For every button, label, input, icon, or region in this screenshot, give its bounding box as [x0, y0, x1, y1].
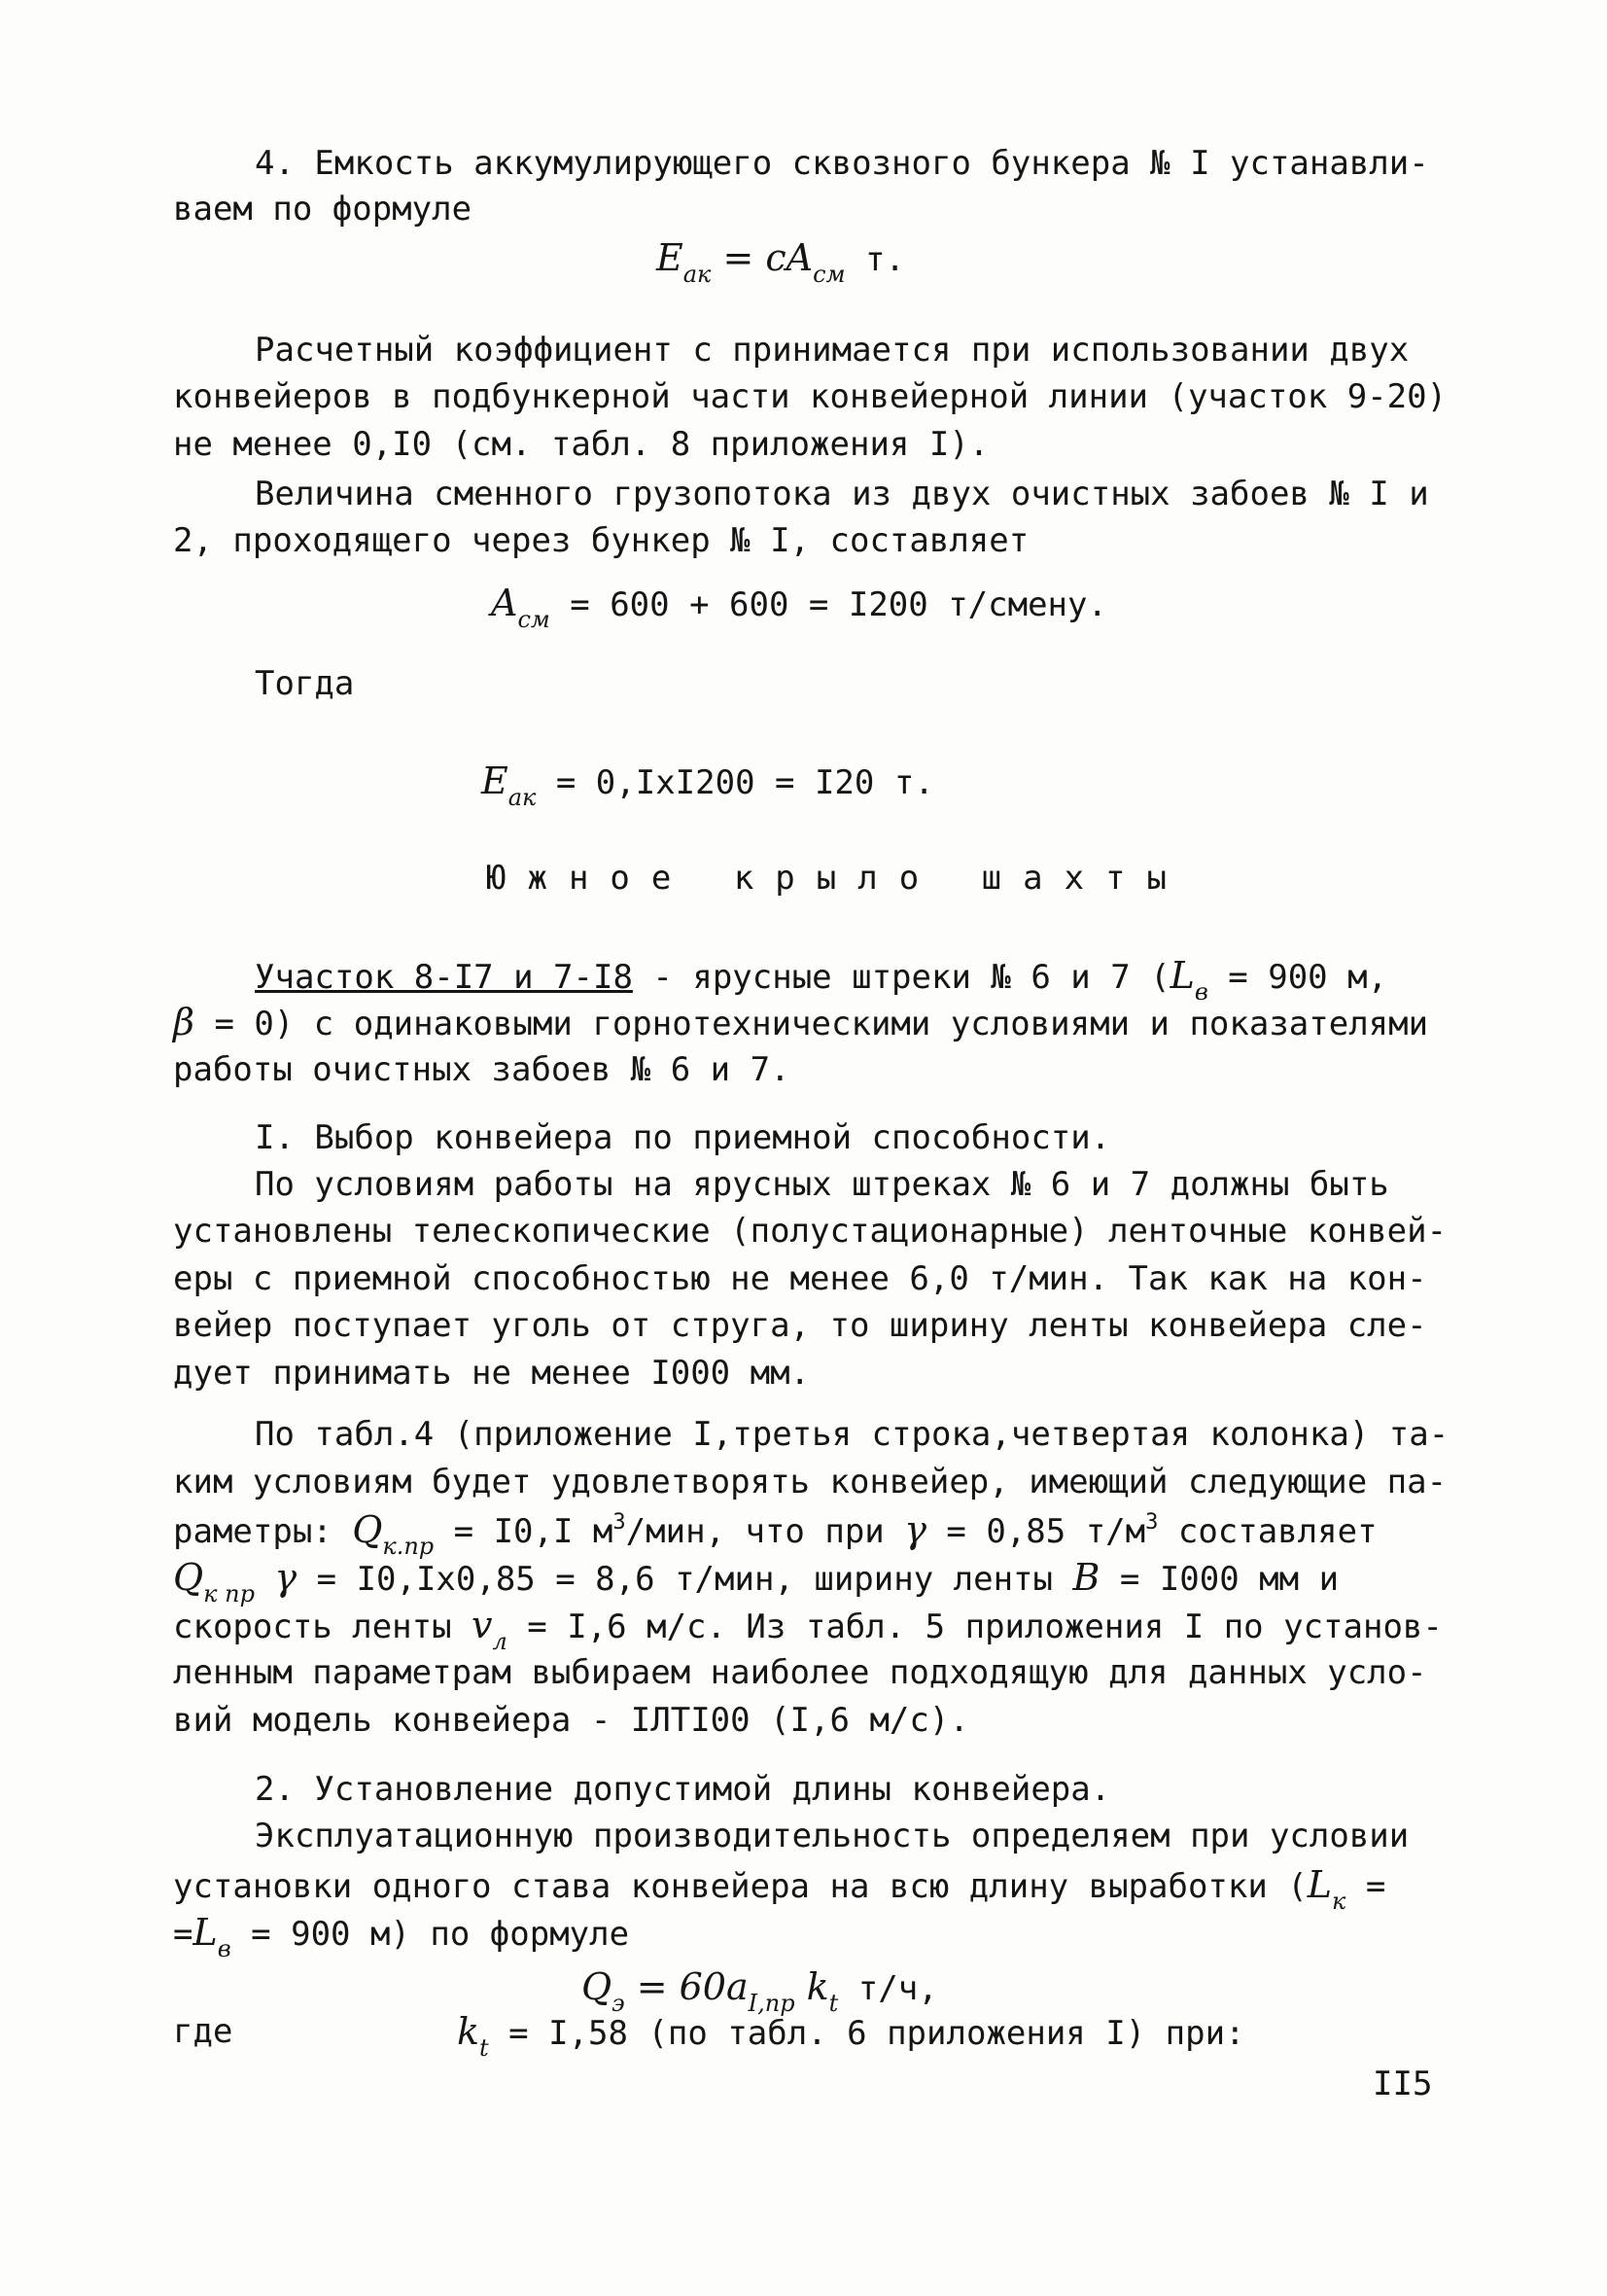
symbol-a: A: [786, 236, 814, 279]
symbol-e: E: [481, 759, 508, 802]
subscript-sm: см: [517, 606, 550, 633]
text: = 0,85 т/м: [926, 1512, 1146, 1551]
text: установки одного става конвейера на всю длину выработки (: [173, 1867, 1308, 1906]
section-1b-line-7: вий модель конвейера - IЛТI00 (I,6 м/с).: [173, 1701, 969, 1740]
text: = I0,Ix0,85 = 8,6 т/мин, ширину ленты: [297, 1560, 1073, 1599]
symbol-v: v: [472, 1604, 493, 1646]
symbol-l: L: [1170, 954, 1195, 997]
subscript-t: t: [828, 1990, 839, 2017]
symbol-l: L: [1307, 1863, 1333, 1906]
where-label: где: [173, 2012, 233, 2051]
symbol-k: k: [457, 2010, 480, 2053]
section-1-line-4: вейер поступает уголь от струга, то ширину ленты конвейера сле-: [173, 1306, 1427, 1345]
section-2-line-2: [173, 1860, 1437, 1914]
coef-line-2: конвейеров в подбункерной части конвейерной линии (участок 9-20): [173, 377, 1448, 416]
subscript-t: t: [479, 2034, 489, 2062]
paragraph-4-line-2: ваем по формуле: [173, 190, 472, 229]
formula-result: [481, 757, 934, 810]
subscript-l: л: [492, 1628, 507, 1655]
symbol-q: Q: [352, 1508, 383, 1551]
text: скорость ленты: [173, 1607, 472, 1646]
section-heading: Южное крыло шахты: [486, 859, 1188, 898]
area-line-1: [255, 951, 1519, 1005]
formula-eq: = c: [711, 236, 786, 279]
formula-unit: т.: [845, 240, 905, 279]
subscript-ipr: I,пр: [748, 1990, 795, 2017]
formula-capacity: [656, 233, 905, 287]
subscript-kpr: к пр: [203, 1580, 255, 1607]
section-1-line-5: дует принимать не менее I000 мм.: [173, 1354, 811, 1393]
subscript-sm: см: [813, 261, 846, 288]
superscript-3: 3: [1145, 1510, 1159, 1535]
section-1-line-2: установлены телескопические (полустационарные) ленточные конвей-: [173, 1212, 1448, 1251]
formula-shift-flow: [491, 579, 1107, 632]
section-1b-line-5: [173, 1601, 1443, 1655]
symbol-k: k: [794, 1965, 829, 2008]
section-1b-line-6: ленным параметрам выбираем наиболее подходящую для данных усло-: [173, 1653, 1427, 1692]
text: раметры:: [173, 1512, 353, 1551]
text: /мин, что при: [625, 1512, 905, 1551]
symbol-q: Q: [173, 1556, 204, 1599]
section-2-line-3: [173, 1908, 1437, 1961]
page-number: II5: [1373, 2065, 1433, 2103]
subscript-k: к: [1332, 1888, 1346, 1915]
coef-line-3: не менее 0,I0 (см. табл. 8 приложения I).: [173, 425, 990, 464]
area-text-end: = 900 м,: [1207, 958, 1388, 997]
togda-text: Тогда: [255, 664, 355, 703]
section-2-line-1: Эксплуатационную производительность определяем при условии: [255, 1817, 1410, 1855]
area-line-2-text: = 0) с одинаковыми горнотехническими условиями и показателями: [193, 1005, 1429, 1043]
where-expression: [457, 2007, 1245, 2061]
text: = I,58 (по табл. 6 приложения I) при:: [488, 2014, 1245, 2053]
paragraph-4-line-1: 4. Емкость аккумулирующего сквозного бункера № I устанавли-: [255, 144, 1429, 183]
symbol-gamma: γ: [904, 1508, 926, 1551]
symbol-l: L: [192, 1911, 218, 1954]
section-2-title: 2. Установление допустимой длины конвейера.: [255, 1770, 1111, 1809]
symbol-e: E: [656, 236, 683, 279]
text: = I,6 м/с. Из табл. 5 приложения I по установ-: [507, 1607, 1443, 1646]
text: = 900 м) по формуле: [230, 1915, 630, 1954]
section-1b-line-1: По табл.4 (приложение I,третья строка,четвертая колонка) та-: [255, 1415, 1450, 1454]
subscript-ak: ак: [682, 261, 712, 288]
symbol-beta: β: [173, 1001, 194, 1043]
subscript-ak: ак: [507, 784, 537, 811]
section-1-line-3: еры с приемной способностью не менее 6,0 т/мин. Так как на кон-: [173, 1259, 1427, 1298]
section-1b-line-4: [173, 1553, 1437, 1607]
area-text: - ярусные штреки № 6 и 7 (: [632, 958, 1170, 997]
area-line-3: работы очистных забоев № 6 и 7.: [173, 1050, 790, 1089]
text: =: [173, 1915, 193, 1954]
flow-line-1: Величина сменного грузопотока из двух очистных забоев № I и: [255, 475, 1429, 513]
text: =: [1345, 1867, 1386, 1906]
formula-eq: = 60a: [624, 1965, 749, 2008]
formula-rest: = 0,IxI200 = I20 т.: [536, 763, 934, 802]
formula-rest: = 600 + 600 = I200 т/смену.: [549, 585, 1107, 624]
subscript-kpr: к.пр: [382, 1533, 435, 1560]
flow-line-2: 2, проходящего через бункер № I, составляет: [173, 521, 1030, 560]
section-1-title: I. Выбор конвейера по приемной способности.: [255, 1118, 1111, 1157]
symbol-gamma: γ: [274, 1556, 297, 1599]
subscript-e: э: [611, 1990, 625, 2017]
symbol-q: Q: [581, 1965, 612, 2008]
formula-unit: т/ч,: [838, 1969, 938, 2008]
text: составляет: [1158, 1512, 1378, 1551]
section-1b-line-2: ким условиям будет удовлетворять конвейер, имеющий следующие па-: [173, 1463, 1448, 1501]
symbol-b: B: [1072, 1556, 1100, 1599]
section-1-line-1: По условиям работы на ярусных штреках № 6 и 7 должны быть: [255, 1165, 1389, 1204]
area-line-2: [173, 998, 1437, 1048]
subscript-v: в: [217, 1935, 231, 1962]
text: = I0,I м: [434, 1512, 613, 1551]
subscript-v: в: [1194, 978, 1208, 1006]
text: = I000 мм и: [1100, 1560, 1340, 1599]
superscript-3: 3: [612, 1510, 626, 1535]
coef-line-1: Расчетный коэффициент c принимается при использовании двух: [255, 331, 1410, 370]
area-underlined: Участок 8-I7 и 7-I8: [255, 958, 633, 997]
symbol-a: A: [491, 582, 518, 624]
